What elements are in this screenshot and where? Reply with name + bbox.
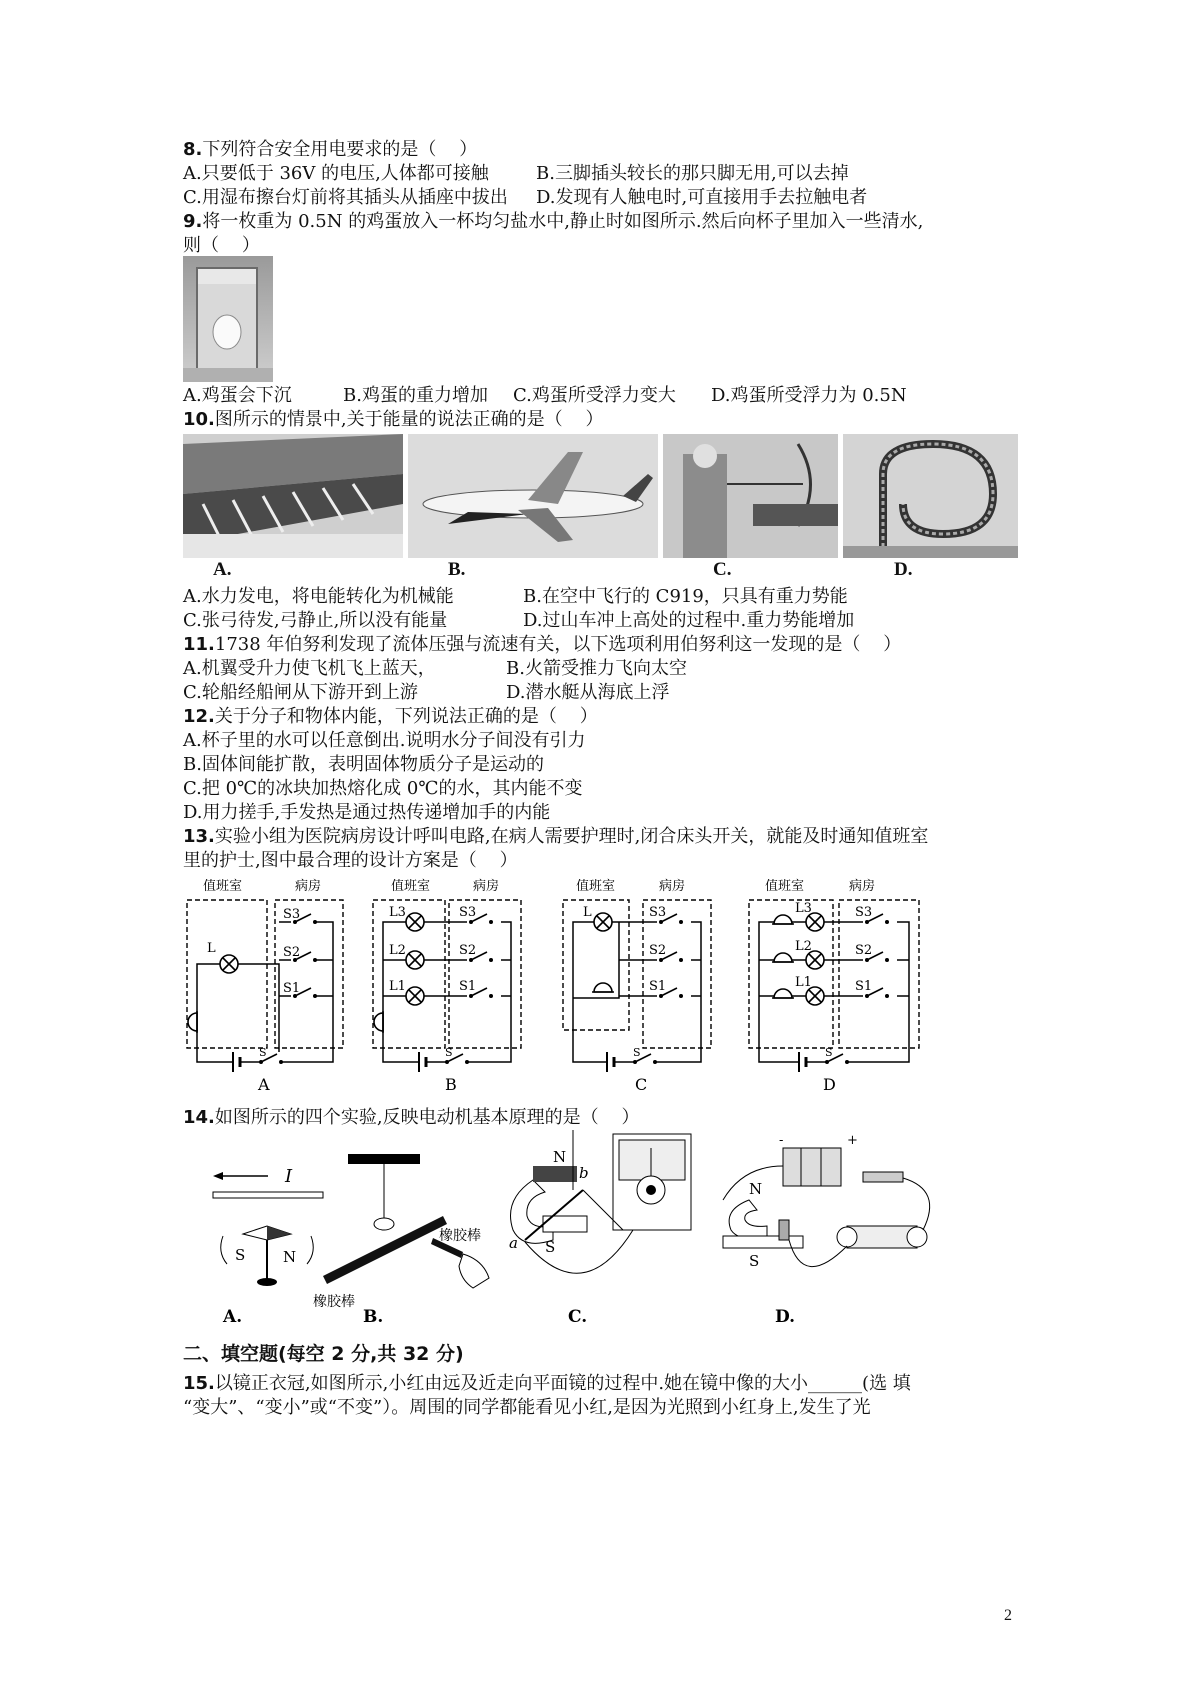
circuit-b-lamp-3-label: L3	[389, 905, 406, 920]
q10-option-b: B.在空中飞行的 C919，只具有重力势能	[523, 586, 848, 607]
circuit-b-main-switch-label: S	[445, 1046, 453, 1059]
battery-minus-label: -	[779, 1133, 784, 1148]
q12-option-b: B.固体间能扩散，表明固体物质分子是运动的	[183, 754, 544, 775]
q12-option-c: C.把 0℃的冰块加热熔化成 0℃的水，其内能不变	[183, 778, 583, 799]
c919-airplane-photo	[408, 434, 658, 558]
compass-s-label: S	[235, 1246, 246, 1264]
battery-plus-label: +	[847, 1133, 858, 1148]
circuit-c	[563, 878, 711, 1094]
q8-option-a: A.只要低于 36V 的电压,人体都可接触	[183, 163, 489, 184]
circuit-b-duty-room-label: 值班室	[391, 879, 431, 894]
q11-option-c: C.轮船经船闸从下游开到上游	[183, 682, 418, 703]
circuit-a-main-switch-label: S	[259, 1046, 267, 1059]
archer-bow-photo	[663, 434, 838, 558]
circuit-c-switch-2-label: S2	[649, 943, 667, 958]
q9-option-b: B.鸡蛋的重力增加	[343, 385, 488, 406]
q8-option-c: C.用湿布擦台灯前将其插头从插座中拔出	[183, 187, 508, 208]
q11-option-d: D.潜水艇从海底上浮	[506, 682, 670, 703]
circuit-d-switch-1-label: S1	[855, 979, 873, 994]
circuit-a-switch-2-label: S2	[283, 945, 301, 960]
q11-option-a: A.机翼受升力使飞机飞上蓝天，	[183, 658, 436, 679]
q14-stem: 14.如图所示的四个实验,反映电动机基本原理的是（ ）	[183, 1107, 640, 1128]
q9-option-c: C.鸡蛋所受浮力变大	[513, 385, 676, 406]
q12-option-d: D.用力搓手,手发热是通过热传递增加手的内能	[183, 802, 551, 823]
experiment-b-caption: B.	[363, 1307, 384, 1327]
experiment-a-caption: A.	[223, 1307, 243, 1327]
q10-caption-a: A.	[213, 559, 232, 580]
egg-in-glass-photo	[183, 256, 273, 382]
page-number: 2	[1004, 1607, 1012, 1624]
hydropower-dam-photo	[183, 434, 403, 558]
circuit-c-duty-room-label: 值班室	[576, 879, 616, 894]
call-circuit-diagrams	[183, 872, 1033, 1102]
q13-stem-line2: 里的护士,图中最合理的设计方案是（ ）	[183, 850, 518, 871]
magnet-c-n-label: N	[553, 1148, 567, 1166]
circuit-d-lamp-2-label: L2	[795, 939, 812, 954]
q8-option-d: D.发现有人触电时,可直接用手去拉触电者	[536, 187, 868, 208]
experiment-b-charged-rods	[313, 1154, 489, 1327]
q8-stem: 8.下列符合安全用电要求的是（ ）	[183, 139, 478, 160]
q9-stem-line2: 则（ ）	[183, 235, 260, 256]
circuit-c-switch-3-label: S3	[649, 905, 667, 920]
circuit-b-caption: B	[445, 1075, 457, 1094]
q10-stem: 10.图所示的情景中,关于能量的说法正确的是（ ）	[183, 409, 604, 430]
point-a-label: a	[509, 1234, 518, 1252]
circuit-a	[187, 878, 343, 1094]
q12-stem: 12.关于分子和物体内能，下列说法正确的是（ ）	[183, 706, 598, 727]
section-2-heading: 二、填空题(每空 2 分,共 32 分)	[183, 1343, 464, 1365]
circuit-a-switch-1-label: S1	[283, 981, 301, 996]
circuit-a-switch-3-label: S3	[283, 907, 301, 922]
rod-label-right: 橡胶棒	[439, 1228, 481, 1244]
q15-line2: “变大”、“变小”或“不变”）。周围的同学都能看见小红,是因为光照到小红身上,发生了光	[183, 1397, 871, 1418]
circuit-d-switch-2-label: S2	[855, 943, 873, 958]
rod-label-left: 橡胶棒	[313, 1294, 355, 1310]
circuit-d	[749, 878, 919, 1094]
circuit-a-ward-label: 病房	[295, 879, 322, 894]
circuit-d-duty-room-label: 值班室	[765, 879, 805, 894]
q10-caption-b: B.	[448, 559, 466, 580]
experiment-d-caption: D.	[775, 1307, 796, 1327]
circuit-d-lamp-3-label: L3	[795, 901, 812, 916]
circuit-c-caption: C	[635, 1075, 648, 1094]
experiment-a-oersted	[213, 1166, 323, 1327]
circuit-b-lamp-2-label: L2	[389, 943, 406, 958]
q10-option-c: C.张弓待发,弓静止,所以没有能量	[183, 610, 448, 631]
magnet-c-s-label: S	[545, 1238, 556, 1256]
q9-option-a: A.鸡蛋会下沉	[183, 385, 292, 406]
circuit-b-switch-3-label: S3	[459, 905, 477, 920]
q15-line1: 15.以镜正衣冠,如图所示,小红由远及近走向平面镜的过程中.她在镜中像的大小______(选 填	[183, 1373, 911, 1394]
experiment-c-induction	[509, 1130, 691, 1327]
circuit-d-caption: D	[823, 1075, 836, 1094]
q10-option-d: D.过山车冲上高处的过程中.重力势能增加	[523, 610, 855, 631]
circuit-c-ward-label: 病房	[659, 879, 686, 894]
circuit-a-duty-room-label: 值班室	[203, 879, 243, 894]
q8-option-b: B.三脚插头较长的那只脚无用,可以去掉	[536, 163, 849, 184]
current-label: I	[285, 1166, 293, 1187]
q13-stem-line1: 13.实验小组为医院病房设计呼叫电路,在病人需要护理时,闭合床头开关，就能及时通知值班室	[183, 826, 929, 847]
q10-option-a: A.水力发电，将电能转化为机械能	[183, 586, 454, 607]
circuit-b	[373, 878, 521, 1094]
q11-stem: 11.1738 年伯努利发现了流体压强与流速有关，以下选项利用伯努利这一发现的是（ ）	[183, 634, 902, 655]
q11-option-b: B.火箭受推力飞向太空	[506, 658, 687, 679]
circuit-d-ward-label: 病房	[849, 879, 876, 894]
circuit-b-lamp-1-label: L1	[389, 979, 406, 994]
circuit-b-switch-2-label: S2	[459, 943, 477, 958]
circuit-b-switch-1-label: S1	[459, 979, 477, 994]
circuit-d-lamp-1-label: L1	[795, 975, 812, 990]
experiment-c-caption: C.	[568, 1307, 588, 1327]
roller-coaster-photo	[843, 434, 1018, 558]
compass-n-label: N	[283, 1248, 297, 1266]
q9-option-d: D.鸡蛋所受浮力为 0.5N	[711, 385, 907, 406]
circuit-c-switch-1-label: S1	[649, 979, 667, 994]
motor-principle-experiments	[183, 1130, 1033, 1330]
circuit-b-ward-label: 病房	[473, 879, 500, 894]
circuit-d-main-switch-label: S	[825, 1046, 833, 1059]
circuit-a-lamp-label: L	[207, 941, 216, 956]
q9-stem-line1: 9.将一枚重为 0.5N 的鸡蛋放入一杯均匀盐水中,静止时如图所示.然后向杯子里加入一些清水,	[183, 211, 924, 232]
magnet-d-s-label: S	[749, 1252, 760, 1270]
q10-caption-d: D.	[894, 559, 913, 580]
magnet-d-n-label: N	[749, 1180, 763, 1198]
circuit-a-caption: A	[258, 1075, 270, 1094]
circuit-c-main-switch-label: S	[633, 1046, 641, 1059]
circuit-c-lamp-label: L	[583, 905, 592, 920]
point-b-label: b	[579, 1164, 589, 1182]
q10-caption-c: C.	[713, 559, 732, 580]
circuit-d-switch-3-label: S3	[855, 905, 873, 920]
q12-option-a: A.杯子里的水可以任意倒出.说明水分子间没有引力	[183, 730, 586, 751]
experiment-d-motor	[723, 1133, 930, 1327]
